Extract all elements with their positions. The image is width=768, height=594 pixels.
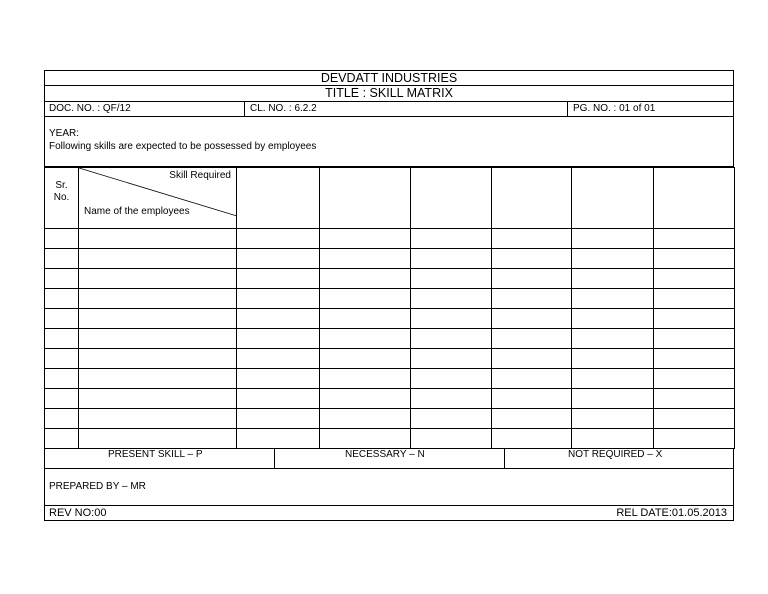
skill-cell[interactable] [237,229,320,249]
skill-cell[interactable] [320,309,411,329]
matrix-body [45,229,735,449]
employee-name-cell[interactable] [79,389,237,409]
skill-cell[interactable] [492,229,572,249]
skill-matrix-form [44,70,734,521]
skill-cell[interactable] [237,429,320,449]
skill-cell[interactable] [654,229,735,249]
legend-row [44,449,734,469]
sr-no-cell[interactable] [45,329,79,349]
skill-cell[interactable] [320,229,411,249]
sr-no-cell[interactable] [45,349,79,369]
employee-name-cell[interactable] [79,309,237,329]
skill-cell[interactable] [572,289,654,309]
sr-no-header [45,168,79,229]
company-row [44,70,734,86]
table-row [45,409,735,429]
sr-no-cell[interactable] [45,229,79,249]
skill-matrix-table [44,167,735,449]
company-name: DEVDATT INDUSTRIES [320,71,458,85]
skill-cell[interactable] [320,409,411,429]
table-row [45,269,735,289]
employee-name-cell[interactable] [79,249,237,269]
sr-no-line1: Sr. [55,180,68,191]
divider [244,102,245,116]
employee-name-cell[interactable] [79,429,237,449]
skill-cell[interactable] [654,409,735,429]
employee-name-cell[interactable] [79,329,237,349]
sr-no-cell[interactable] [45,409,79,429]
skill-cell[interactable] [572,249,654,269]
skill-cell[interactable] [237,329,320,349]
skill-cell[interactable] [654,429,735,449]
skill-cell[interactable] [237,309,320,329]
skill-cell[interactable] [492,369,572,389]
table-row [45,429,735,449]
skill-cell[interactable] [411,289,492,309]
divider [504,449,505,468]
skill-cell[interactable] [411,229,492,249]
skill-cell[interactable] [320,349,411,369]
pg-no: PG. NO. : 01 of 01 [573,103,656,114]
employee-name-cell[interactable] [79,269,237,289]
skill-cell[interactable] [654,389,735,409]
skill-header-cell[interactable] [492,168,572,229]
table-row [45,369,735,389]
skill-cell[interactable] [237,389,320,409]
divider [567,102,568,116]
skill-cell[interactable] [492,409,572,429]
sr-no-cell[interactable] [45,269,79,289]
skill-cell[interactable] [654,349,735,369]
skill-cell[interactable] [572,329,654,349]
intro-section [44,117,734,167]
skill-header-cell[interactable] [572,168,654,229]
skill-cell[interactable] [492,269,572,289]
skill-cell[interactable] [320,269,411,289]
skill-cell[interactable] [237,409,320,429]
skill-cell[interactable] [572,269,654,289]
legend-not-required: NOT REQUIRED – X [568,449,663,460]
sr-no-cell[interactable] [45,289,79,309]
skill-cell[interactable] [320,369,411,389]
skill-cell[interactable] [572,409,654,429]
document-title: TITLE : SKILL MATRIX [325,86,453,100]
prepared-by: PREPARED BY – MR [49,481,146,492]
skill-cell[interactable] [572,429,654,449]
skill-cell[interactable] [411,249,492,269]
skill-cell[interactable] [572,309,654,329]
skill-cell[interactable] [237,249,320,269]
table-row [45,229,735,249]
skill-cell[interactable] [411,309,492,329]
diagonal-header-cell [79,168,237,229]
skill-cell[interactable] [572,229,654,249]
table-row [45,329,735,349]
prepared-by-row [44,469,734,506]
skill-cell[interactable] [654,309,735,329]
skill-cell[interactable] [411,389,492,409]
skill-cell[interactable] [320,289,411,309]
skill-cell[interactable] [654,269,735,289]
legend-present: PRESENT SKILL – P [108,449,203,460]
cl-no: CL. NO. : 6.2.2 [250,103,317,114]
employee-name-cell[interactable] [79,289,237,309]
skill-cell[interactable] [237,349,320,369]
table-row [45,349,735,369]
rel-date: REL DATE:01.05.2013 [616,507,727,519]
employee-name-cell[interactable] [79,349,237,369]
skill-cell[interactable] [492,329,572,349]
year-label: YEAR: [49,128,80,139]
table-row [45,249,735,269]
skill-cell[interactable] [572,369,654,389]
sr-no-cell[interactable] [45,309,79,329]
skill-cell[interactable] [492,309,572,329]
sr-no-cell[interactable] [45,249,79,269]
meta-row [44,102,734,117]
skill-cell[interactable] [411,409,492,429]
skill-cell[interactable] [411,349,492,369]
title-row [44,86,734,102]
legend-necessary: NECESSARY – N [345,449,425,460]
table-row [45,389,735,409]
skill-header-cell[interactable] [654,168,735,229]
skill-header-cell[interactable] [320,168,411,229]
skill-cell[interactable] [492,349,572,369]
skill-cell[interactable] [492,249,572,269]
skill-cell[interactable] [237,269,320,289]
skill-cell[interactable] [654,249,735,269]
table-row [45,289,735,309]
rev-no: REV NO:00 [49,507,107,519]
skill-cell[interactable] [320,249,411,269]
divider [274,449,275,468]
skill-cell[interactable] [320,329,411,349]
sr-no-cell[interactable] [45,389,79,409]
skill-cell[interactable] [411,429,492,449]
skill-cell[interactable] [320,389,411,409]
skill-cell[interactable] [237,369,320,389]
skill-cell[interactable] [492,289,572,309]
skill-cell[interactable] [654,369,735,389]
skill-cell[interactable] [572,389,654,409]
skill-cell[interactable] [492,389,572,409]
skill-cell[interactable] [237,289,320,309]
table-header-row [45,168,735,229]
skill-cell[interactable] [320,429,411,449]
skill-required-label: Skill Required [169,170,231,181]
skill-header-cell[interactable] [411,168,492,229]
skill-cell[interactable] [654,289,735,309]
skill-cell[interactable] [411,329,492,349]
skill-cell[interactable] [411,369,492,389]
employees-label: Name of the employees [84,206,190,217]
employee-name-cell[interactable] [79,369,237,389]
revision-row [44,506,734,521]
sr-no-cell[interactable] [45,369,79,389]
table-row [45,309,735,329]
skill-header-cell[interactable] [237,168,320,229]
skill-cell[interactable] [492,429,572,449]
skill-cell[interactable] [572,349,654,369]
skill-cell[interactable] [411,269,492,289]
employee-name-cell[interactable] [79,229,237,249]
employee-name-cell[interactable] [79,409,237,429]
doc-no: DOC. NO. : QF/12 [49,103,131,114]
sr-no-line2: No. [53,192,70,203]
skill-cell[interactable] [654,329,735,349]
intro-statement: Following skills are expected to be possessed by employees [49,141,317,152]
sr-no-cell[interactable] [45,429,79,449]
